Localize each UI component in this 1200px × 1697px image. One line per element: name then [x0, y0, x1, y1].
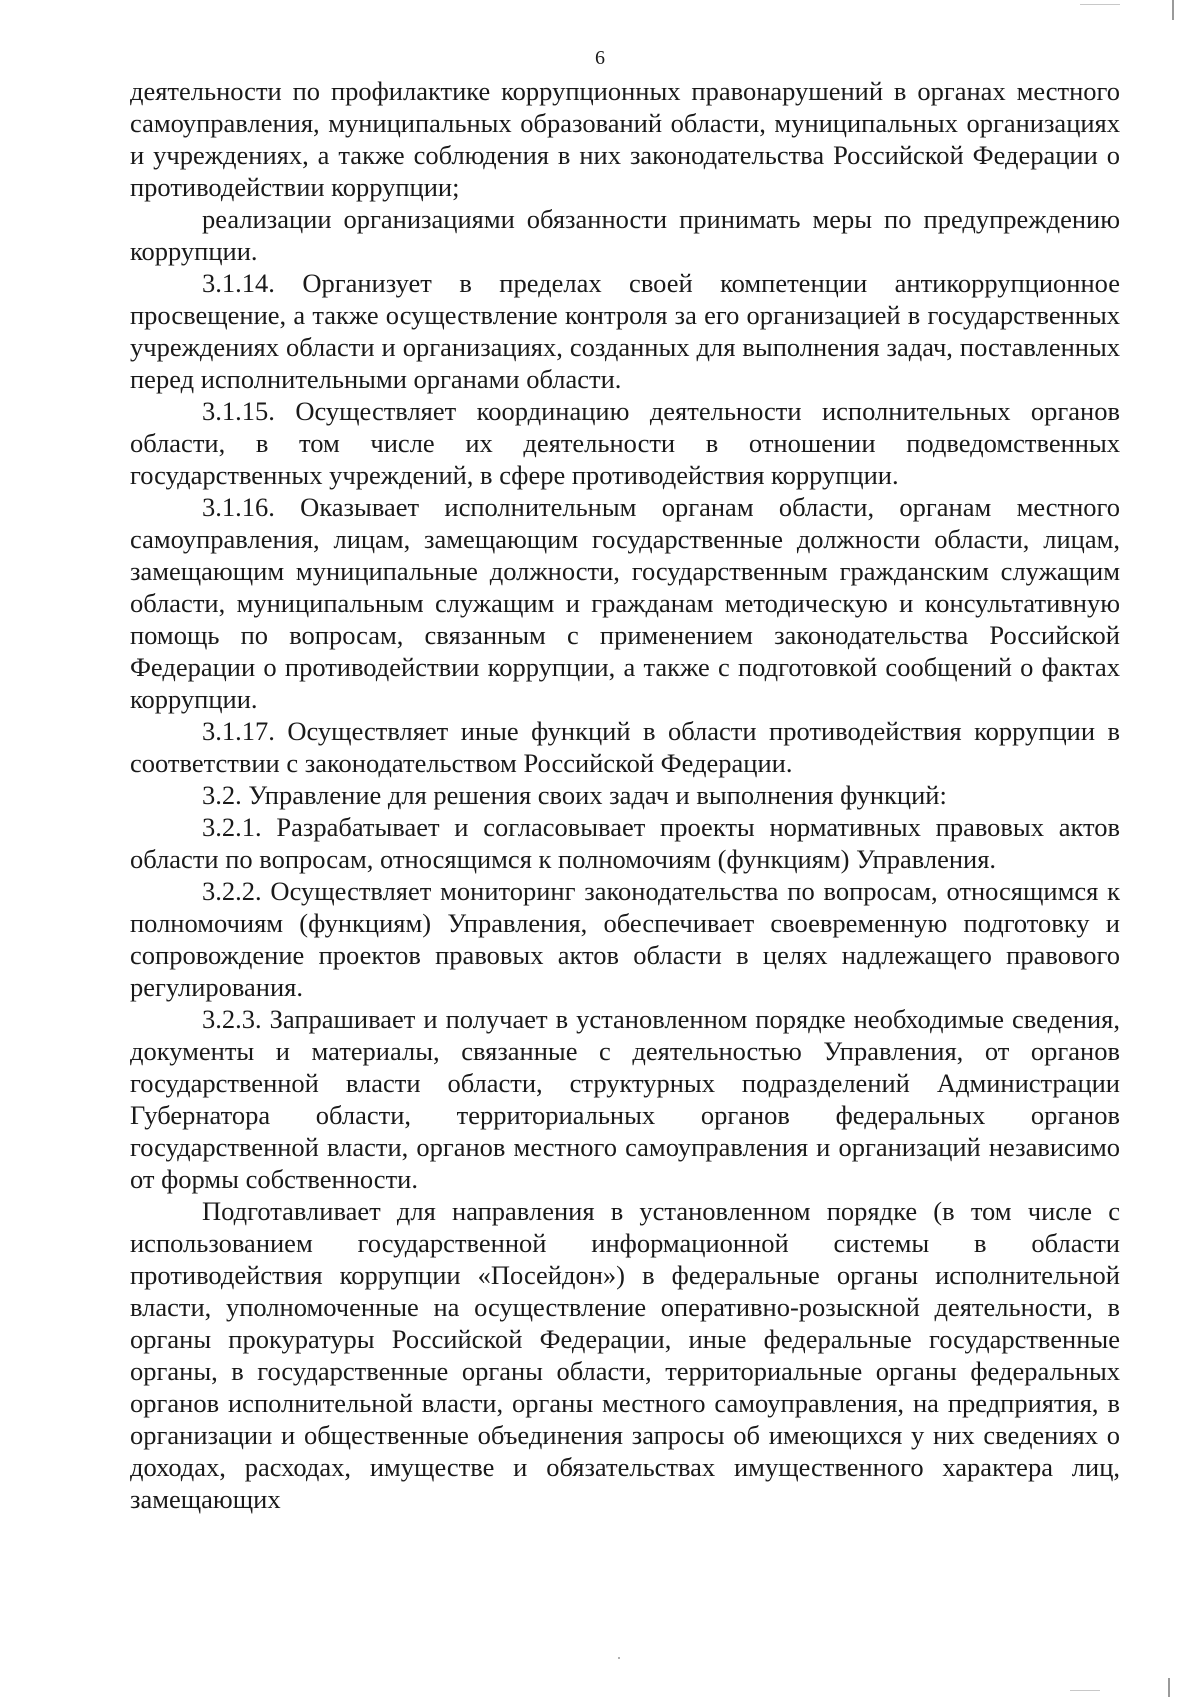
paragraph-3-2-3: 3.2.3. Запрашивает и получает в установленном порядке необходимые сведения, документы и материалы, связанные с деятельностью Управления, от органов государственной власти области, структурных подразделений Администрации Губернатора области, территориальных органов федеральных органов государственной власти, органов местного самоуправления и организаций независимо от формы собственности. — [130, 1004, 1120, 1194]
scan-artifact — [1172, 0, 1174, 20]
paragraph-3-2: 3.2. Управление для решения своих задач и выполнения функций: — [202, 780, 947, 810]
paragraph-3-1-16: 3.1.16. Оказывает исполнительным органам области, органам местного самоуправления, лицам, замещающим государственные должности области, лицам, замещающим муниципальные должности, государственным гражданским служащим области, муниципальным служащим и гражданам методическую и консультативную помощь по вопросам, связанным с применением законодательства Российской Федерации о противодействии коррупции, а также с подготовкой сообщений о фактах коррупции. — [130, 492, 1120, 714]
document-body — [130, 75, 1120, 1515]
scan-artifact — [1168, 1678, 1170, 1697]
scan-artifact — [1070, 1690, 1100, 1691]
scan-artifact — [618, 1657, 620, 1659]
paragraph-3-2-2: 3.2.2. Осуществляет мониторинг законодательства по вопросам, относящимся к полномочиям (функциям) Управления, обеспечивает своевременную подготовку и сопровождение проектов правовых актов области в целях надлежащего правового регулирования. — [130, 876, 1120, 1002]
paragraph-3-2-1: 3.2.1. Разрабатывает и согласовывает проекты нормативных правовых актов области по вопросам, относящимся к полномочиям (функциям) Управления. — [130, 812, 1120, 874]
paragraph-3-1-17: 3.1.17. Осуществляет иные функций в области противодействия коррупции в соответствии с законодательством Российской Федерации. — [130, 716, 1120, 778]
paragraph-3-1-15: 3.1.15. Осуществляет координацию деятельности исполнительных органов области, в том числе их деятельности в отношении подведомственных государственных учреждений, в сфере противодействия коррупции. — [130, 396, 1120, 490]
page-number: 6 — [595, 47, 605, 69]
scan-artifact — [1080, 4, 1120, 5]
paragraph-3-1-14: 3.1.14. Организует в пределах своей компетенции антикоррупционное просвещение, а также осуществление контроля за его организацией в государственных учреждениях области и организациях, созданных для выполнения задач, поставленных перед исполнительными органами области. — [130, 268, 1120, 394]
paragraph: реализации организациями обязанности принимать меры по предупреждению коррупции. — [130, 204, 1120, 266]
paragraph-continuation: деятельности по профилактике коррупционных правонарушений в органах местного самоуправления, муниципальных образований области, муниципальных организациях и учреждениях, а также соблюдения в них законодательства Российской Федерации о противодействии коррупции; — [130, 76, 1120, 202]
paragraph: Подготавливает для направления в установленном порядке (в том числе с использованием государственной информационной системы в области противодействия коррупции «Посейдон») в федеральные органы исполнительной власти, уполномоченные на осуществление оперативно-розыскной деятельности, в органы прокуратуры Российской Федерации, иные федеральные государственные органы, в государственные органы области, территориальные органы федеральных органов исполнительной власти, органы местного самоуправления, на предприятия, в организации и общественные объединения запросы об имеющихся у них сведениях о доходах, расходах, имуществе и обязательствах имущественного характера лиц, замещающих — [130, 1196, 1120, 1514]
